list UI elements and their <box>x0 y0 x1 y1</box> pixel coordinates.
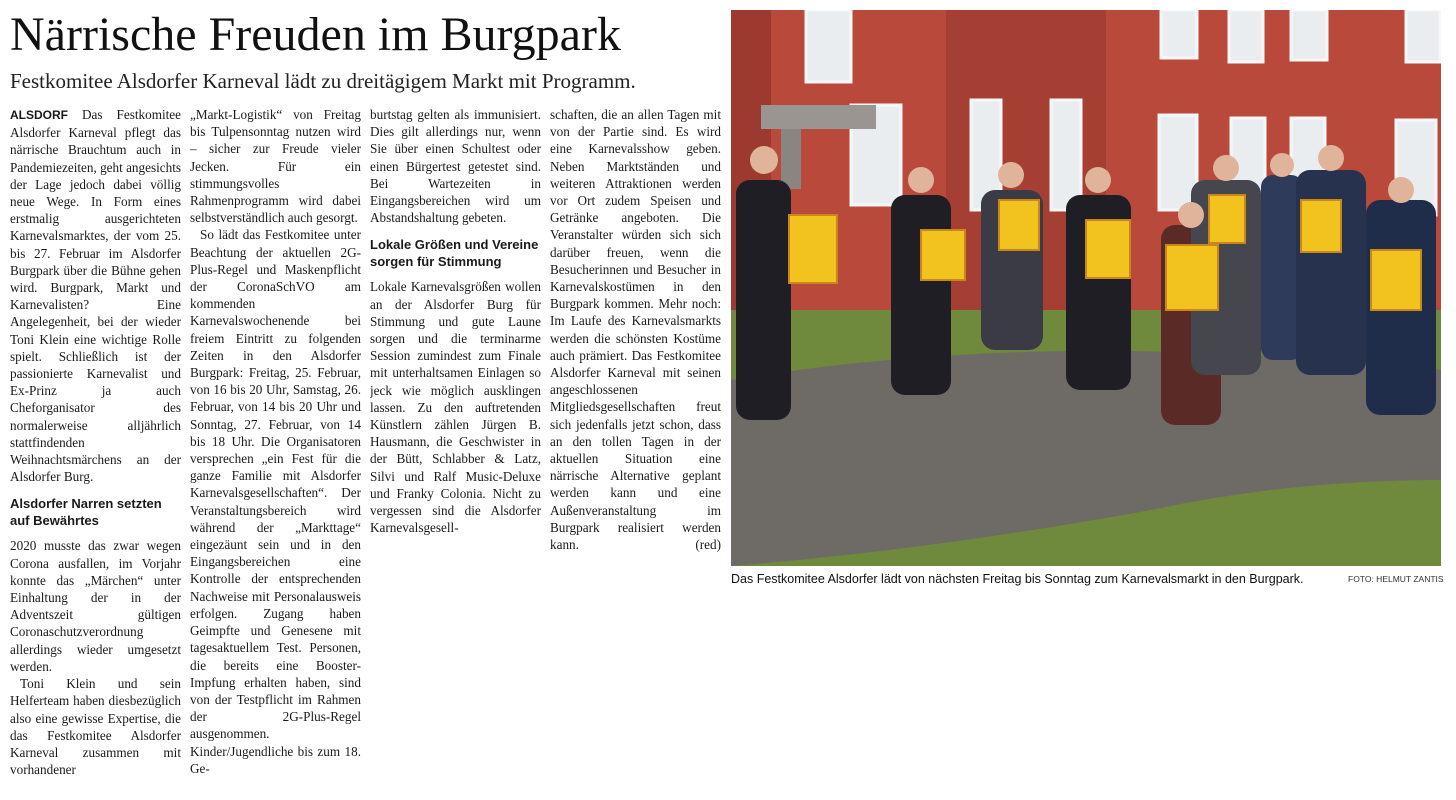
article-photo <box>731 10 1441 566</box>
paragraph: burtstag gelten als immunisiert. Dies gilt allerdings nur, wenn Sie über einen Schultest oder einen Bürgertest getestet sind. Bei Wartezeiten in Eingangsbereichen wird um Abstandshaltung gebeten. <box>370 107 541 226</box>
article-column-3 <box>370 106 541 796</box>
paragraph <box>10 106 181 485</box>
paragraph: 2020 musste das zwar wegen Corona ausfallen, im Vorjahr konnte das „Märchen“ unter Einhaltung der in der Adventszeit gültigen Coronaschutzverordnung allerdings wieder umgesetzt werden. <box>10 538 181 674</box>
paragraph: „Markt-Logistik“ von Freitag bis Tulpensonntag nutzen wird – sicher zur Freude vieler Jecken. Für ein stimmungsvolles Rahmenprogramm wird dabei selbstverständlich auch gesorgt. <box>190 107 361 226</box>
author-tag: (red) <box>695 537 721 553</box>
headline: Närrische Freuden im Burgpark <box>10 8 621 61</box>
subheadline: Festkomitee Alsdorfer Karneval lädt zu dreitägigem Markt mit Programm. <box>10 69 636 93</box>
paragraph: Lokale Karnevalsgrößen wollen an der Alsdorfer Burg für Stimmung und gute Laune sorgen und die terminarme Session zumindest zum Finale mit unterhaltsamen Einlagen so jeck wie möglich ausklingen lassen. Zu den auftretenden Künstlern zählen Jürgen B. Hausmann, die Geschwister in der Bütt, Schlabber & Latz, Silvi und Ralf Music-Deluxe und Franky Colonia. Nicht zu vergessen sind die Alsdorfer Karnevalsgesell- <box>370 279 541 536</box>
section-subhead: Alsdorfer Narren setzten auf Bewährtes <box>10 496 162 529</box>
dateline: ALSDORF <box>10 108 68 122</box>
photo-credit: FOTO: HELMUT ZANTIS <box>1348 574 1444 584</box>
section-subhead: Lokale Größen und Vereine sorgen für Stimmung <box>370 237 539 270</box>
article-column-2 <box>190 106 361 796</box>
paragraph-text: Das Festkomitee Alsdorfer Karneval pflegt das närrische Brauchtum auch in Pandemiezeiten, geht angesichts der Lage jedoch dabei völlig neue Wege. In Form eines erstmalig ausgerichteten Karnevalsmarktes, der vom 25. bis 27. Februar im Alsdorfer Burgpark über die Bühne gehen wird. Burgpark, Markt und Karnevalisten? Eine Angelegenheit, bei der wieder Toni Klein eine wichtige Rolle spielt. Schließlich ist der passionierte Karnevalist und Ex-Prinz ja auch Cheforganisator des normalerweise alljährlich stattfindenden Weihnachtsmärchens an der Alsdorfer Burg. <box>10 107 181 485</box>
article-column-4 <box>550 106 721 796</box>
article-column-1 <box>10 106 181 796</box>
photo-caption: Das Festkomitee Alsdorfer lädt von nächsten Freitag bis Sonntag zum Karnevalsmarkt in den Burgpark. <box>731 572 1304 586</box>
paragraph: So lädt das Festkomitee unter Beachtung der aktuellen 2G-Plus-Regel und Maskenpflicht der CoronaSchVO am kommenden Karnevalswochenende bei freiem Eintritt zu folgenden Zeiten in den Alsdorfer Burgpark: Freitag, 25. Februar, von 16 bis 20 Uhr, Samstag, 26. Februar, von 14 bis 20 Uhr und Sonntag, 27. Februar, von 14 bis 18 Uhr. Die Organisatoren versprechen „ein Fest für die ganze Familie mit Alsdorfer Karnevalsgesellschaften“. Der Veranstaltungsbereich wird während der „Markttage“ eingezäunt sein und in den Eingangsbereichen eine Kontrolle der entsprechenden Nachweise mit Personalausweis erfolgen. Zugang haben Geimpfte und Genesene mit tagesaktuellem Test. Personen, die bereits eine Booster-Impfung erhalten haben, sind von der Testpflicht im Rahmen der 2G-Plus-Regel ausgenommen. Kinder/Jugendliche bis zum 18. Ge- <box>190 227 361 776</box>
photo-illustration <box>731 10 1441 566</box>
paragraph: Toni Klein und sein Helferteam haben diesbezüglich also eine gewisse Expertise, die das Festkomitee Alsdorfer Karneval zusammen mit vorhandener <box>10 676 181 778</box>
paragraph: schaften, die an allen Tagen mit von der Partie sind. Es wird eine Karnevalsshow geben. Neben Marktständen und weiteren Attraktionen werden vor Ort zudem Speisen und Getränke angeboten. Die Veranstalter würden sich sich darüber freuen, wenn die Besucherinnen und Besucher in Karnevalskostümen in den Burgpark kommen. Mehr noch: Im Laufe des Karnevalsmarkts werden die schönsten Kostüme auch prämiert. Das Festkomitee Alsdorfer Karneval mit seinen angeschlossenen Mitgliedsgesellschaften freut sich jedenfalls jetzt schon, dass an den tollen Tagen in der aktuellen Situation eine närrische Alternative geplant werden kann und eine Außenveranstaltung im Burgpark realisiert werden kann. <box>550 107 721 553</box>
